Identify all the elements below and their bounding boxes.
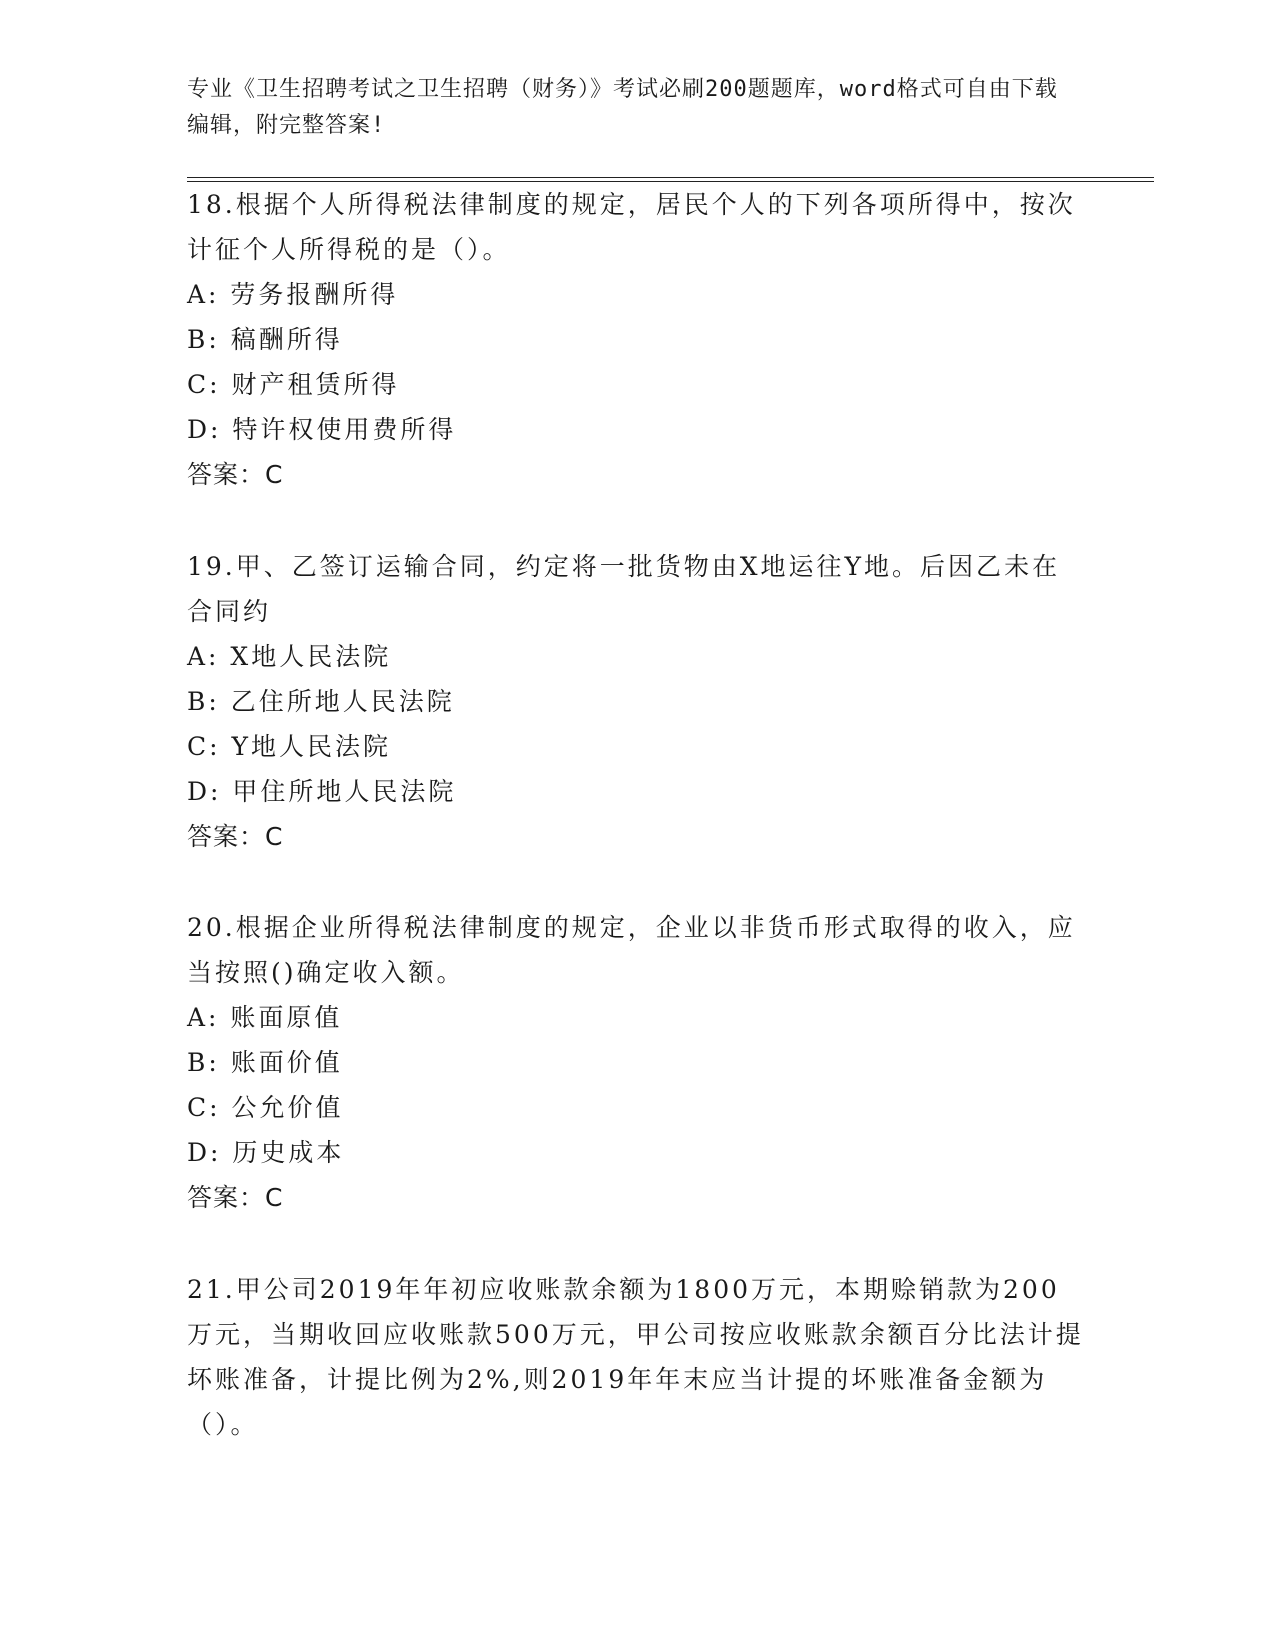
question-21 <box>187 1267 1087 1447</box>
answer: 答案：C <box>187 1183 284 1212</box>
question-stem: 21.甲公司2019年年初应收账款余额为1800万元，本期赊销款为200万元，当期收回应收账款500万元，甲公司按应收账款余额百分比法计提坏账准备，计提比例为2%,则2019年年末应当计提的坏账准备金额为（）。 <box>187 1275 1084 1439</box>
option-c: C: 公允价值 <box>187 1093 344 1122</box>
option-c: C: 财产租赁所得 <box>187 370 400 399</box>
question-stem: 20.根据企业所得税法律制度的规定，企业以非货币形式取得的收入，应当按照()确定收入额。 <box>187 913 1076 987</box>
option-b: B: 账面价值 <box>187 1048 343 1077</box>
answer: 答案：C <box>187 822 284 851</box>
option-c: C: Y地人民法院 <box>187 732 392 761</box>
answer: 答案：C <box>187 460 284 489</box>
question-stem: 19.甲、乙签订运输合同，约定将一批货物由X地运往Y地。后因乙未在合同约 <box>187 552 1061 626</box>
header-divider-top <box>187 177 1154 178</box>
option-a: A: 账面原值 <box>187 1003 343 1032</box>
option-d: D: 特许权使用费所得 <box>187 415 457 444</box>
option-a: A: 劳务报酬所得 <box>187 280 399 309</box>
option-d: D: 甲住所地人民法院 <box>187 777 457 806</box>
option-a: A: X地人民法院 <box>187 642 392 671</box>
option-b: B: 乙住所地人民法院 <box>187 687 455 716</box>
option-b: B: 稿酬所得 <box>187 325 343 354</box>
question-stem: 18.根据个人所得税法律制度的规定，居民个人的下列各项所得中，按次计征个人所得税的是（）。 <box>187 190 1076 264</box>
question-19 <box>187 544 1087 859</box>
option-d: D: 历史成本 <box>187 1138 345 1167</box>
question-18 <box>187 182 1087 497</box>
document-header: 专业《卫生招聘考试之卫生招聘（财务）》考试必刷200题题库，word格式可自由下载编辑，附完整答案! <box>187 77 1058 138</box>
question-20 <box>187 905 1087 1220</box>
